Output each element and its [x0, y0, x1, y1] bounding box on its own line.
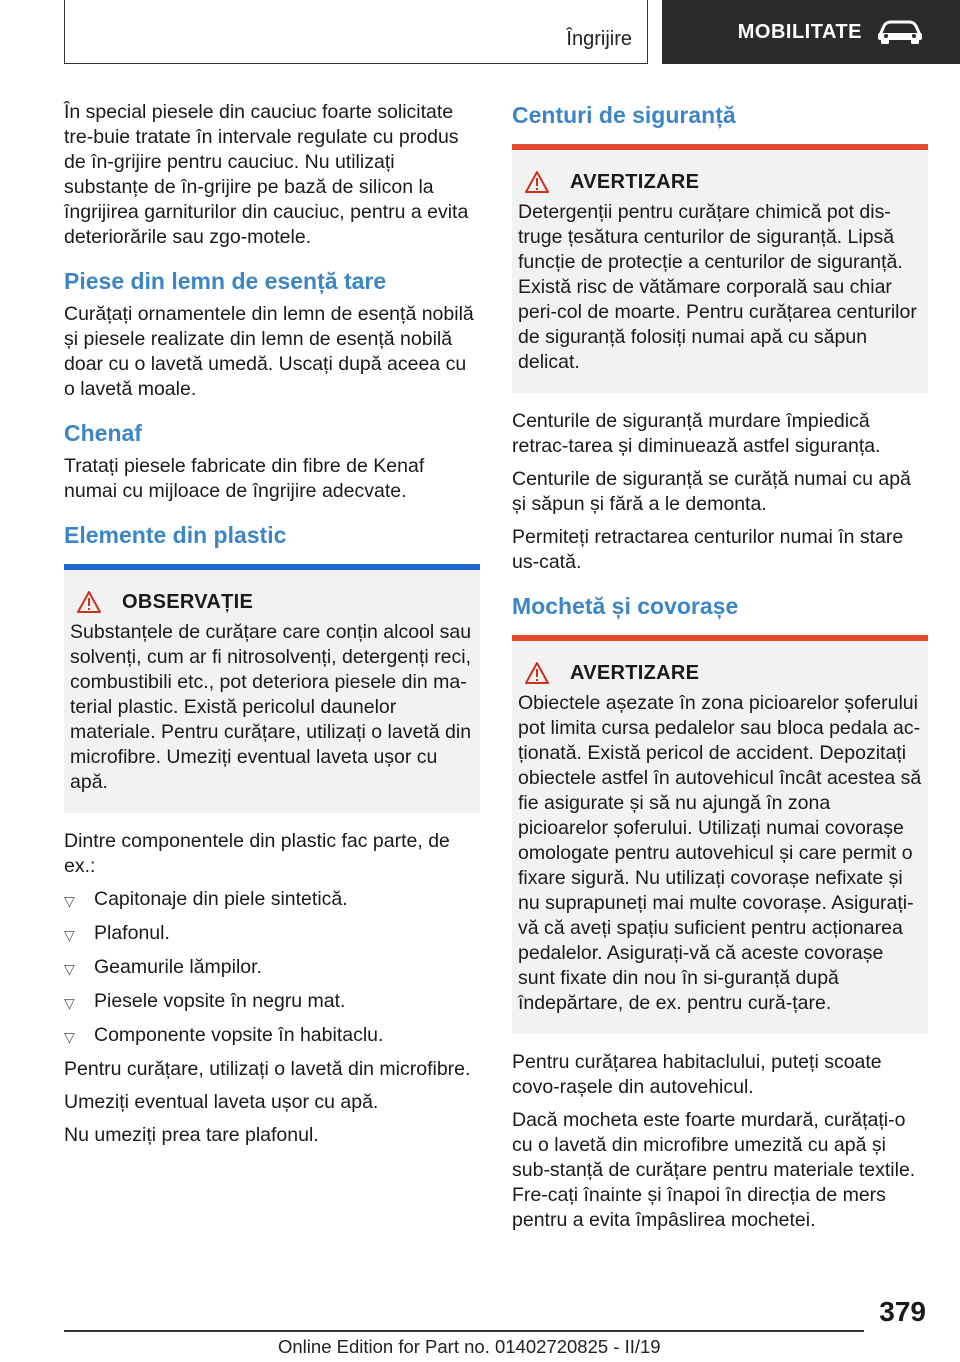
page-number: 379 — [879, 1296, 926, 1327]
carpet-paragraph-2: Dacă mocheta este foarte murdară, curățați-o cu o lavetă din microfibre umezită cu apă și sub-stanță de curățare pentru materiale textile. Fre-cați înainte și înapoi în direcția de mers pentru a evita împâslirea mochetei. — [512, 1109, 916, 1231]
carpet-paragraph-1: Pentru curățarea habitaclului, puteți scoate covo-rașele din autovehicul. — [512, 1051, 882, 1098]
plastic-paragraph-1: Pentru curățare, utilizați o lavetă din microfibre. — [64, 1058, 471, 1080]
header-section-title: Îngrijire — [566, 28, 632, 50]
belts-heading: Centuri de siguranță — [512, 102, 736, 128]
belts-warning-box — [512, 144, 928, 393]
notice-text: Substanțele de curățare care conțin alcool sau solvenți, cum ar fi nitrosolvenți, detergenți reci, combustibili etc., pot deteriora piesele din ma-terial plastic. Există pericolul daunelor materiale. Pentru curățare, utilizați o lavetă din microfibre. Umeziți eventual laveta ușor cu apă. — [70, 621, 472, 793]
carpet-warning-box — [512, 635, 928, 1034]
carpet-warning-text: Obiectele așezate în zona picioarelor șoferului pot limita cursa pedalelor sau bloca pedala ac-ționată. Există pericol de accident. Depozitați obiectele astfel în autovehicul încât acestea să fie asigurate și să nu ajungă în zona picioarelor șoferului. Utilizați numai covorașe omologate pentru autovehicul și care permit o fixare sigură. Nu utilizați covorașe nefixate și nu suprapuneți mai multe covorașe. Asigurați-vă că aveți spațiu suficient pentru acționarea pedalelor. Asigurați-vă că aceste covorașe sunt fixate din nou în si-guranță după îndepărtare, de ex. pentru cură-țare. — [518, 692, 922, 1014]
bullet-triangle-icon: ▽ — [64, 1029, 75, 1045]
carpet-warning-title: AVERTIZARE — [570, 661, 700, 684]
plastic-paragraph-2: Umeziți eventual laveta ușor cu apă. — [64, 1091, 379, 1113]
belts-paragraph-1: Centurile de siguranță murdare împiedică retrac-tarea și diminuează astfel siguranța. — [512, 410, 881, 457]
bullet-triangle-icon: ▽ — [64, 927, 75, 943]
kenaf-heading: Chenaf — [64, 420, 142, 446]
belts-warning-title: AVERTIZARE — [570, 170, 700, 193]
list-item: ▽ Geamurile lămpilor. — [64, 955, 480, 982]
belts-paragraph-3: Permiteți retractarea centurilor numai în stare us-cată. — [512, 526, 904, 573]
list-item: ▽ Componente vopsite în habitaclu. — [64, 1023, 480, 1050]
wood-paragraph: Curățați ornamentele din lemn de esență nobilă și piesele realizate din lemn de esență nobilă doar cu o lavetă umedă. Uscați după aceea cu o lavetă moale. — [64, 303, 474, 400]
belts-paragraph-2: Centurile de siguranță se curăță numai cu apă și săpun și fără a le demonta. — [512, 468, 911, 515]
list-item: ▽ Piesele vopsite în negru mat. — [64, 989, 480, 1016]
footer-divider — [64, 1330, 864, 1332]
bullet-triangle-icon: ▽ — [64, 893, 75, 909]
bullet-triangle-icon: ▽ — [64, 961, 75, 977]
wood-heading: Piese din lemn de esență tare — [64, 268, 387, 294]
warning-triangle-icon — [76, 590, 102, 614]
notice-box — [64, 564, 480, 813]
warning-triangle-icon — [524, 170, 550, 194]
footer-edition: Online Edition for Part no. 01402720825 - II/19 — [278, 1336, 661, 1357]
plastic-heading: Elemente din plastic — [64, 522, 287, 548]
plastic-list — [64, 887, 480, 1050]
notice-title: OBSERVAȚIE — [122, 590, 254, 613]
warning-triangle-icon — [524, 661, 550, 685]
belts-warning-text: Detergenții pentru curățare chimică pot dis-truge țesătura centurilor de siguranță. Lipsă funcție de protecție a centurilor de siguranță. Există risc de vătămare corporală sau chiar peri-col de moarte. Pentru curățarea centurilor de siguranță folosiți numai apă cu săpun delicat. — [518, 201, 917, 373]
kenaf-paragraph: Tratați piesele fabricate din fibre de Kenaf numai cu mijloace de îngrijire adecvate. — [64, 455, 425, 502]
left-column — [64, 100, 480, 1156]
right-column — [512, 100, 928, 1241]
header-chapter-tab — [662, 0, 960, 64]
carpet-heading: Mochetă și covorașe — [512, 593, 739, 619]
chapter-label: MOBILITATE — [737, 20, 862, 43]
plastic-intro: Dintre componentele din plastic fac parte, de ex.: — [64, 830, 450, 877]
list-item: ▽ Plafonul. — [64, 921, 480, 948]
rubber-care-paragraph: În special piesele din cauciuc foarte solicitate tre-buie tratate în intervale regulate cu produs de în-grijire pentru cauciuc. Nu utilizați substanțe de în-grijire pe bază de silicon la îngrijirea garniturilor din cauciuc, pentru a evita deteriorările sau zgo-motele. — [64, 101, 469, 248]
list-item: ▽ Capitonaje din piele sintetică. — [64, 887, 480, 914]
header-frame — [64, 0, 648, 64]
plastic-paragraph-3: Nu umeziți prea tare plafonul. — [64, 1124, 319, 1146]
car-icon — [876, 19, 924, 45]
bullet-triangle-icon: ▽ — [64, 995, 75, 1011]
